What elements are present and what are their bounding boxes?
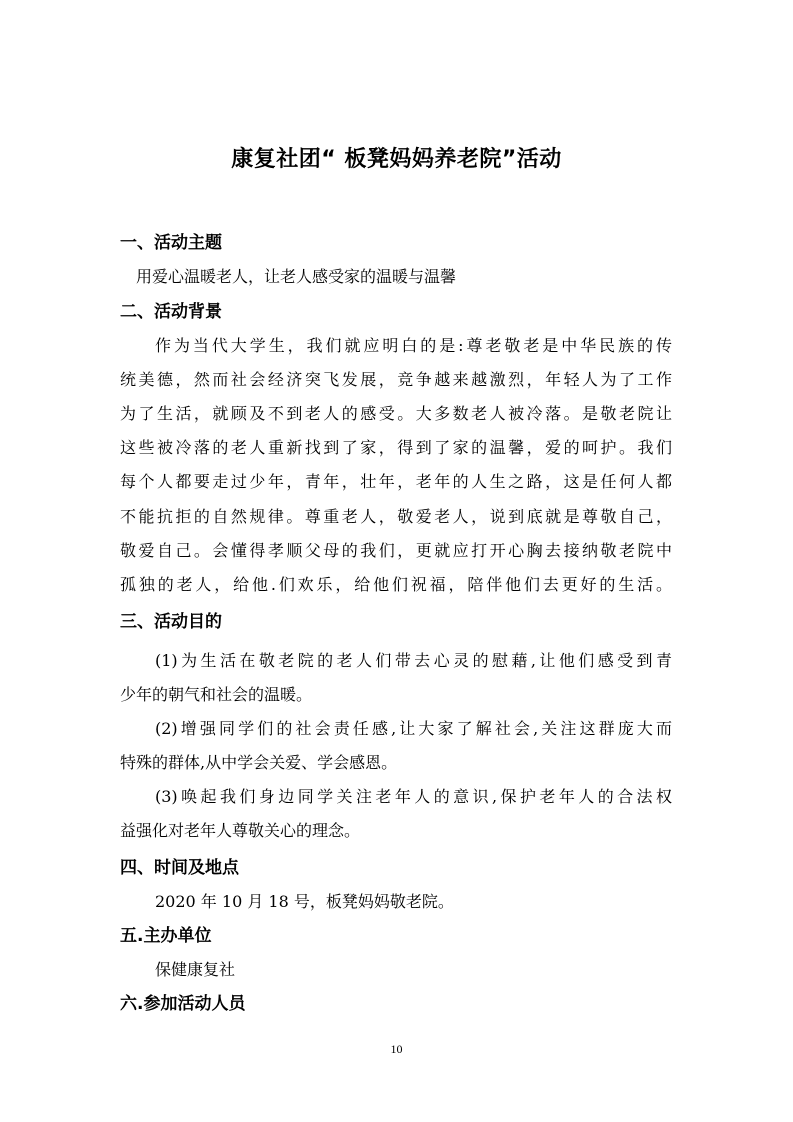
organizer-text: 保健康复社 [155, 960, 236, 979]
section-heading-time-place: 四、时间及地点 [120, 858, 239, 878]
document-title: 康复社团“ 板凳妈妈养老院”活动 [231, 147, 562, 172]
purpose-line: (3)唤起我们身边同学关注老年人的意识,保护老年人的合法权 [155, 787, 672, 806]
purpose-line: (1)为生活在敬老院的老人们带去心灵的慰藉,让他们感受到青 [155, 651, 672, 670]
purpose-line: 益强化对老年人尊敬关心的理念。 [120, 821, 361, 840]
background-line: 敬爱自己。会懂得孝顺父母的我们，更就应打开心胸去接纳敬老院中 [120, 541, 672, 560]
section-heading-background: 二、活动背景 [120, 302, 222, 322]
section-heading-theme: 一、活动主题 [120, 233, 222, 253]
page-number: 10 [390, 1042, 403, 1056]
purpose-line: (2)增强同学们的社会责任感,让大家了解社会,关注这群庞大而 [155, 719, 672, 738]
section-heading-organizer: 五.主办单位 [120, 926, 212, 946]
background-line: 每个人都要走过少年，青年，壮年，老年的人生之路，这是任何人都 [120, 472, 672, 491]
section-heading-participants: 六.参加活动人员 [120, 994, 246, 1014]
background-line: 不能抗拒的自然规律。尊重老人，敬爱老人，说到底就是尊敬自己， [120, 507, 672, 526]
background-line: 孤独的老人，给他.们欢乐，给他们祝福，陪伴他们去更好的生活。 [120, 575, 672, 594]
purpose-line: 少年的朝气和社会的温暖。 [120, 685, 313, 704]
background-line: 作为当代大学生，我们就应明白的是:尊老敬老是中华民族的传 [155, 336, 672, 355]
time-place-text: 2020 年 10 月 18 号，板凳妈妈敬老院。 [155, 892, 454, 911]
background-line: 这些被冷落的老人重新找到了家，得到了家的温馨，爱的呵护。我们 [120, 438, 672, 457]
purpose-line: 特殊的群体,从中学会关爱、学会感恩。 [120, 753, 398, 772]
section-heading-purpose: 三、活动目的 [120, 612, 222, 632]
theme-text: 用爱心温暖老人，让老人感受家的温暖与温馨 [136, 267, 457, 286]
background-line: 为了生活，就顾及不到老人的感受。大多数老人被冷落。是敬老院让 [120, 404, 672, 423]
background-line: 统美德，然而社会经济突飞发展，竞争越来越激烈，年轻人为了工作 [120, 370, 672, 389]
